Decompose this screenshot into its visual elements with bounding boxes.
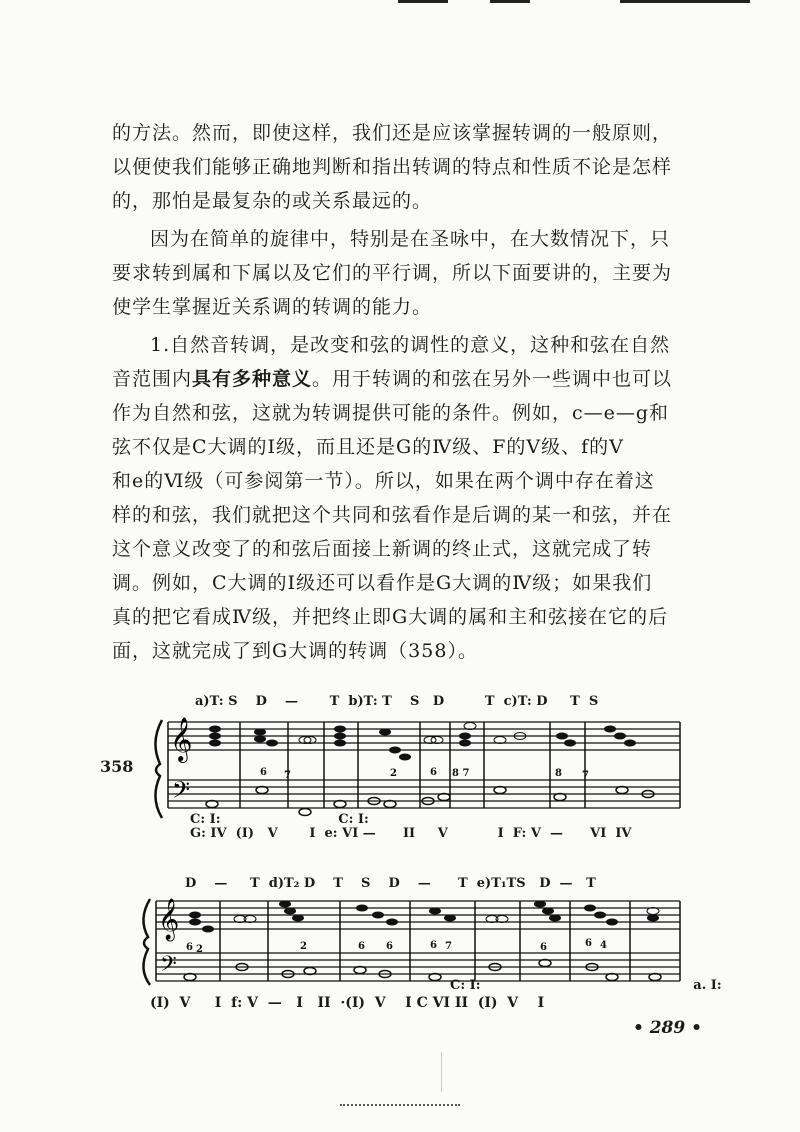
text-line: 这个意义改变了的和弦后面接上新调的终止式，这就完成了转 [112,538,653,560]
text-line [112,362,702,396]
function-labels-row1: a)T: S D — T b)T: T S D T c)T: D T S [195,694,599,709]
roman-numerals-row1: G: IV (I) V I e: VI — II V I F: V — VI IV [190,826,632,841]
text-span: 。用于转调的和弦在另外一些调中也可以 [312,368,673,390]
key-labels-row1: C: I: C: I: [190,812,369,827]
svg-text:6: 6 [585,938,592,949]
page-number: • 289 • [632,1018,702,1038]
svg-text:2: 2 [196,944,203,955]
svg-text:2: 2 [390,768,397,779]
svg-text:𝄞: 𝄞 [158,899,180,940]
svg-text:𝄢: 𝄢 [172,776,191,809]
svg-text:7: 7 [445,941,452,952]
top-rule [398,0,448,3]
svg-text:7: 7 [284,770,291,781]
paragraph-2 [112,222,697,324]
roman-numerals-row2: (I) V I f: V — I II ·(I) V I C VI II (I) V I [150,995,545,1011]
fold-mark [441,1052,442,1092]
svg-text:6: 6 [386,941,393,952]
text-span: 音范围内 [112,368,193,390]
svg-text:7: 7 [582,770,589,781]
bottom-rule [340,1104,460,1106]
key-labels-row2: C: I: a. I: [450,978,722,993]
text-line: 使学生掌握近关系调的转调的能力。 [112,296,433,318]
svg-text:𝄞: 𝄞 [170,717,193,761]
emphasis-text: 具有多种意义 [192,368,313,390]
svg-text:6: 6 [260,767,267,778]
svg-text:6: 6 [430,767,437,778]
text-line: 1.自然音转调，是改变和弦的调性的意义，这种和弦在自然 [150,334,671,356]
text-line: 调。例如，C大调的Ⅰ级还可以看作是G大调的Ⅳ级；如果我们 [112,572,653,594]
text-line: 因为在简单的旋律中，特别是在圣咏中，在大数情况下，只 [150,228,671,250]
svg-text:6: 6 [540,942,547,953]
svg-text:6: 6 [186,942,193,953]
text-line: 和e的Ⅵ级（可参阅第一节）。所以，如果在两个调中存在着这 [112,470,655,492]
paragraph-1 [112,116,697,218]
text-line: 要求转到属和下属以及它们的平行调，所以下面要讲的，主要为 [112,262,673,284]
svg-text:6: 6 [430,940,437,951]
top-rule [490,0,530,3]
text-line: 的方法。然而，即使这样，我们还是应该掌握转调的一般原则， [112,122,673,144]
svg-text:𝄢: 𝄢 [160,952,177,982]
text-line: 以便使我们能够正确地判断和指出转调的特点和性质不论是怎样 [112,156,673,178]
score-system-2 [100,893,700,988]
text-line: 样的和弦，我们就把这个共同和弦看作是后调的某一和弦，并在 [112,504,673,526]
svg-text:8: 8 [555,768,562,779]
function-labels-row2: D — T d)T₂ D T S D — T e)T₁TS D — T [185,876,596,891]
example-number: 358 [100,757,134,776]
svg-text:6: 6 [358,941,365,952]
text-line: 作为自然和弦，这就为转调提供可能的条件。例如，c—e—g和 [112,402,670,424]
top-rule [620,0,750,3]
text-line: 真的把它看成Ⅳ级，并把终止即G大调的属和主和弦接在它的后 [112,606,669,628]
svg-text:4: 4 [600,940,607,951]
paragraph-3 [112,328,702,668]
svg-text:8 7: 8 7 [452,768,470,779]
svg-text:2: 2 [300,941,307,952]
text-line: 面，这就完成了到G大调的转调（358）。 [112,640,478,662]
text-line: 弦不仅是C大调的Ⅰ级，而且还是G的Ⅳ级、F的Ⅴ级、f的Ⅴ [112,436,624,458]
text-line: 的，那怕是最复杂的或关系最远的。 [112,190,433,212]
score-system-1 [100,712,700,822]
